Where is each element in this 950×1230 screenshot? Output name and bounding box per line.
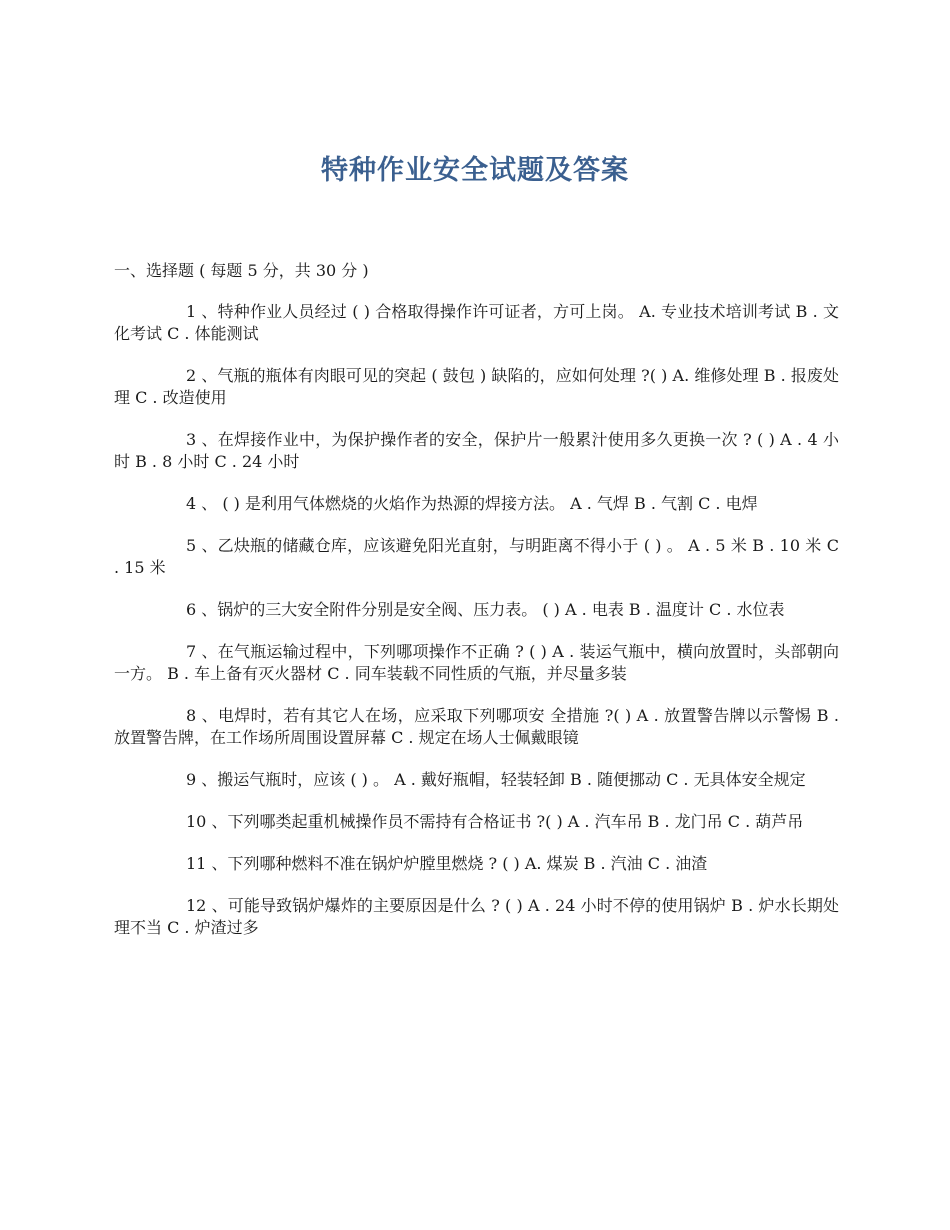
question-item: 4 、 ( ) 是利用气体燃烧的火焰作为热源的焊接方法。 A . 气焊 B . 气割 C . 电焊 <box>186 494 758 513</box>
question-item: 3 、在焊接作业中，为保护操作者的安全，保护片一般累汁使用多久更换一次 ? ( ) A . 4 小时 B . 8 小时 C . 24 小时 <box>114 430 839 471</box>
question-item: 9 、搬运气瓶时，应该 ( ) 。 A . 戴好瓶帽，轻装轻卸 B . 随便挪动 C . 无具体安全规定 <box>186 770 806 789</box>
section-heading: 一、选择题 ( 每题 5 分，共 30 分 ) <box>114 261 369 280</box>
question-item: 7 、在气瓶运输过程中，下列哪项操作不正确 ? ( ) A . 装运气瓶中，横向放置时，头部朝向一方。 B . 车上备有灭火器材 C . 同车装载不同性质的气瓶，并尽量多装 <box>114 642 839 683</box>
question-item: 8 、电焊时，若有其它人在场，应采取下列哪项安 全措施 ?( ) A . 放置警告牌以示警惕 B . 放置警告牌，在工作场所周围设置屏幕 C . 规定在场人士佩戴眼镜 <box>114 706 839 747</box>
page-title: 特种作业安全试题及答案 <box>321 155 629 186</box>
question-item: 1 、特种作业人员经过 ( ) 合格取得操作许可证者，方可上岗。 A. 专业技术培训考试 B . 文化考试 C . 体能测试 <box>114 302 839 343</box>
question-item: 6 、锅炉的三大安全附件分别是安全阀、压力表。 ( ) A . 电表 B . 温度计 C . 水位表 <box>186 600 785 619</box>
question-item: 12 、可能导致锅炉爆炸的主要原因是什么 ? ( ) A . 24 小时不停的使用锅炉 B . 炉水长期处理不当 C . 炉渣过多 <box>114 896 839 937</box>
question-item: 2 、气瓶的瓶体有肉眼可见的突起 ( 鼓包 ) 缺陷的，应如何处理 ?( ) A. 维修处理 B . 报废处理 C . 改造使用 <box>114 366 839 407</box>
question-item: 11 、下列哪种燃料不准在锅炉炉膛里燃烧 ? ( ) A. 煤炭 B . 汽油 C . 油渣 <box>186 854 708 873</box>
question-item: 5 、乙炔瓶的储藏仓库，应该避免阳光直射，与明距离不得小于 ( ) 。 A . 5 米 B . 10 米 C . 15 米 <box>114 536 839 577</box>
question-item: 10 、下列哪类起重机械操作员不需持有合格证书 ?( ) A . 汽车吊 B . 龙门吊 C . 葫芦吊 <box>186 812 804 831</box>
question-list <box>114 301 839 959</box>
